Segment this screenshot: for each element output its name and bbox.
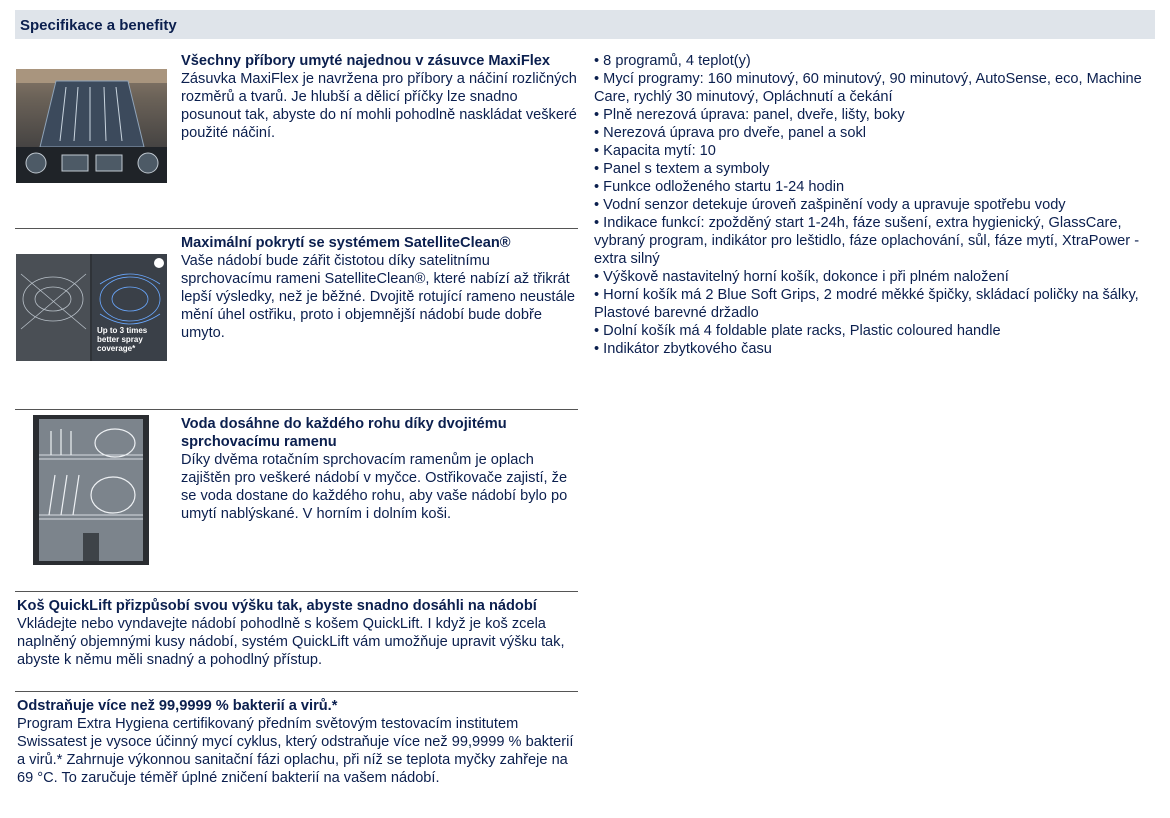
spec-item: • Panel s textem a symboly: [594, 161, 770, 177]
feature-description: Zásuvka MaxiFlex je navržena pro příbory a náčiní rozličných rozměrů a tvarů. Je hlubší a dělicí příčky lze snadno posunout tak, abyste do ní mohli pohodlně naskládat veškeré použité náčiní.: [181, 71, 577, 141]
image-caption: Up to 3 times better spray coverage*: [97, 326, 148, 353]
dual-spray-arm-text: [181, 415, 581, 523]
feature-title: Koš QuickLift přizpůsobí svou výšku tak, abyste snadno dosáhli na nádobí: [17, 598, 537, 614]
maxiflex-image: [16, 69, 167, 183]
spec-item: • Kapacita mytí: 10: [594, 143, 716, 159]
feature-extra-hygiene: [15, 697, 585, 815]
divider: [15, 691, 578, 692]
spec-item: • Mycí programy: 160 minutový, 60 minutový, 90 minutový, AutoSense, eco, Machine Care, rychlý 30 minutový, Opláchnutí a čekání: [594, 71, 1142, 105]
dual-spray-arm-image: [33, 415, 149, 565]
spec-item: • Vodní senzor detekuje úroveň zašpinění vody a upravuje spotřebu vody: [594, 197, 1066, 213]
spec-item: • Výškově nastavitelný horní košík, dokonce i při plném naložení: [594, 269, 1009, 285]
spec-item: • Indikace funkcí: zpožděný start 1-24h, fáze sušení, extra hygienický, GlassCare, vybraný program, indikátor pro leštidlo, fáze oplachování, sůl, fáze mytí, XtraPower - extra silný: [594, 215, 1140, 267]
section-header: [15, 10, 1155, 39]
feature-description: Díky dvěma rotačním sprchovacím ramenům je oplach zajištěn pro veškeré nádobí v myčce. Ostřikovače zajistí, že se voda dostane do každého rohu, aby vaše nádobí bylo po umytí nablýskané. V horním i dolním koši.: [181, 452, 568, 522]
satelliteclean-text: [181, 234, 581, 342]
divider: [15, 409, 578, 410]
feature-title: Voda dosáhne do každého rohu díky dvojitému sprchovacímu ramenu: [181, 416, 507, 450]
spec-item: • Nerezová úprava pro dveře, panel a sokl: [594, 125, 867, 141]
spec-item: • Horní košík má 2 Blue Soft Grips, 2 modré měkké špičky, skládací poličky na šálky, Plastové barevné držadlo: [594, 287, 1139, 321]
spec-item: • Funkce odloženého startu 1-24 hodin: [594, 179, 845, 195]
feature-satelliteclean: [15, 234, 585, 404]
divider: [15, 591, 578, 592]
quicklift-text: [17, 597, 567, 669]
feature-maxiflex: [15, 52, 585, 212]
section-title: Specifikace a benefity: [20, 17, 177, 34]
feature-title: Odstraňuje více než 99,9999 % bakterií a virů.*: [17, 698, 338, 714]
maxiflex-text: [181, 52, 581, 142]
feature-dual-spray-arm: [15, 415, 585, 585]
feature-description: Program Extra Hygiena certifikovaný předním světovým testovacím institutem Swissatest je vysoce účinný mycí cyklus, který odstraňuje více než 99,9999 % bakterií a virů.* Zahrnuje výkonnou sanitační fázi oplachu, při níž se teplota myčky zahřeje na 69 °C. To zaručuje téměř úplné zničení bakterií na vašem nádobí.: [17, 716, 574, 786]
divider: [15, 228, 578, 229]
extra-hygiene-text: [17, 697, 575, 787]
satelliteclean-image: [16, 254, 167, 361]
feature-title: Maximální pokrytí se systémem SatelliteClean®: [181, 235, 511, 251]
spec-item: • Dolní košík má 4 foldable plate racks, Plastic coloured handle: [594, 323, 1001, 339]
feature-quicklift: [15, 597, 585, 687]
feature-title: Všechny příbory umyté najednou v zásuvce MaxiFlex: [181, 53, 551, 69]
spec-item: • Plně nerezová úprava: panel, dveře, lišty, boky: [594, 107, 905, 123]
specifications-list: [594, 52, 1156, 358]
spec-item: • Indikátor zbytkového času: [594, 341, 772, 357]
feature-description: Vkládejte nebo vyndavejte nádobí pohodlně s košem QuickLift. I když je koš zcela naplněný objemnými kusy nádobí, systém QuickLift vám umožňuje upravit výšku tak, abyste k němu měli snadný a pohodlný přístup.: [17, 616, 565, 668]
feature-description: Vaše nádobí bude zářit čistotou díky satelitnímu sprchovacímu rameni SatelliteClean®, které nabízí až třikrát lepší výsledky, než je běžné. Dvojitě rotující rameno neustále mění úhel ostřiku, proto i objemnější nádobí bude dobře umyto.: [181, 253, 575, 341]
spec-item: • 8 programů, 4 teplot(y): [594, 53, 751, 69]
